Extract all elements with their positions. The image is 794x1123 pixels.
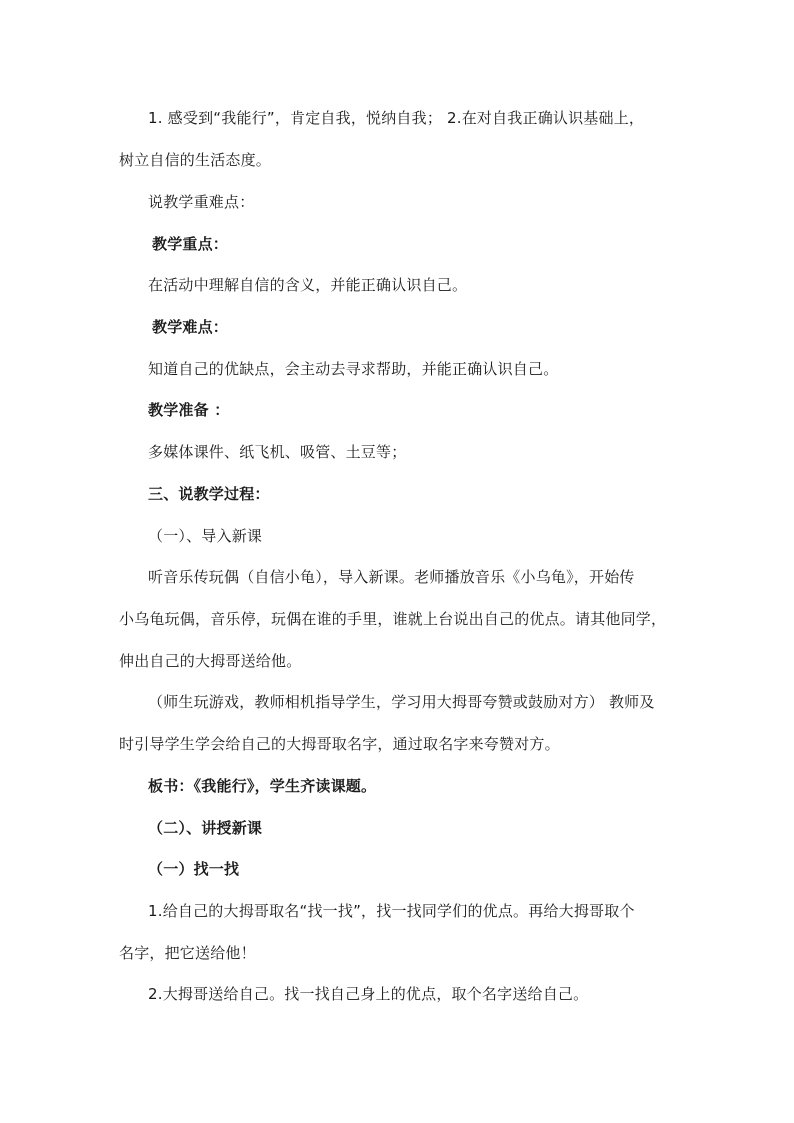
new-lesson-heading: （二）、讲授新课: [148, 819, 263, 837]
intro-paragraph-2-line-1: （师生玩游戏，教师相机指导学生，学习用大拇哥夸赞或鼓励对方） 教师及: [148, 693, 655, 711]
difficult-point-label: 教学难点：: [152, 318, 229, 336]
find-paragraph-2: 2.大拇哥送给自己。找一找自己身上的优点，取个名字送给自己。: [148, 985, 589, 1003]
key-point-label: 教学重点：: [152, 235, 229, 253]
find-heading: （一）找一找: [148, 860, 240, 878]
process-heading: 三、说教学过程：: [148, 485, 270, 503]
preparation-text: 多媒体课件、纸飞机、吸管、土豆等；: [148, 443, 407, 461]
intro-paragraph-1-line-1: 听音乐传玩偶（自信小龟），导入新课。老师播放音乐《小乌龟》，开始传: [148, 568, 635, 586]
objective-line-2: 树立自信的生活态度。: [119, 151, 272, 169]
objective-line-1: 1. 感受到“我能行”，肯定自我，悦纳自我； 2.在对自我正确认识基础上，: [148, 109, 645, 127]
board-writing: 板书：《我能行》，学生齐读课题。: [148, 777, 377, 795]
intro-heading: （一）、导入新课: [148, 527, 263, 545]
key-point-text: 在活动中理解自信的含义，并能正确认识自己。: [148, 276, 468, 294]
intro-paragraph-1-line-2: 小乌龟玩偶，音乐停，玩偶在谁的手里，谁就上台说出自己的优点。请其他同学，: [119, 610, 667, 628]
intro-paragraph-2-line-2: 时引导学生学会给自己的大拇哥取名字，通过取名字来夸赞对方。: [119, 735, 560, 753]
find-paragraph-1-line-1: 1.给自己的大拇哥取名“找一找”，找一找同学们的优点。再给大拇哥取个: [148, 902, 635, 920]
difficult-point-text: 知道自己的优缺点，会主动去寻求帮助，并能正确认识自己。: [148, 360, 559, 378]
intro-paragraph-1-line-3: 伸出自己的大拇哥送给他。: [119, 652, 302, 670]
difficulties-heading: 说教学重难点：: [148, 193, 255, 211]
preparation-label: 教学准备 ：: [148, 401, 230, 419]
find-paragraph-1-line-2: 名字，把它送给他！: [119, 944, 256, 962]
